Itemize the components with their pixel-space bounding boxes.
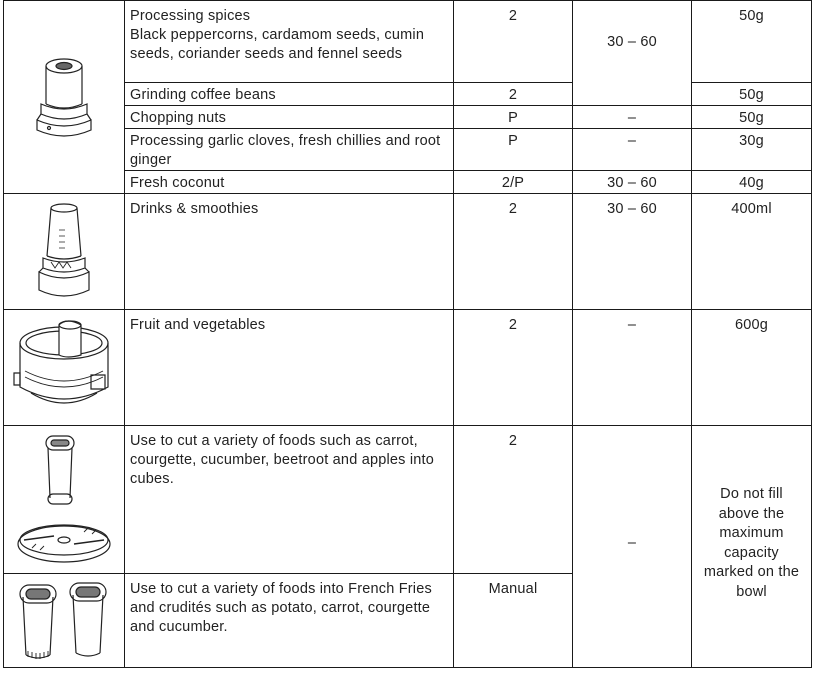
row-description-detail: Black peppercorns, cardamom seeds, cumin seeds, coriander seeds and fennel seeds xyxy=(130,27,425,62)
capacity-note: Do not fill above the maximum capacity marked on the bowl xyxy=(703,486,800,600)
table-row xyxy=(4,1,812,83)
row-quantity: 50g xyxy=(692,1,812,83)
row-speed: 2/P xyxy=(454,171,573,194)
row-speed: 2 xyxy=(454,310,573,426)
mill-attachment-icon xyxy=(29,52,99,142)
row-description: Use to cut a variety of foods into French Fries and crudités such as potato, carrot, courgette and cucumber. xyxy=(125,574,454,668)
row-description: Drinks & smoothies xyxy=(125,194,454,310)
row-speed: Manual xyxy=(454,574,573,668)
row-description xyxy=(125,1,454,83)
row-speed: 2 xyxy=(454,426,573,574)
table-row xyxy=(4,426,812,574)
row-time: – xyxy=(573,106,692,129)
row-speed: 2 xyxy=(454,1,573,83)
row-description: Chopping nuts xyxy=(125,106,454,129)
row-quantity: 50g xyxy=(692,106,812,129)
row-description: Fresh coconut xyxy=(125,171,454,194)
table-row xyxy=(4,310,812,426)
row-time: 30 – 60 xyxy=(573,171,692,194)
row-speed: 2 xyxy=(454,194,573,310)
row-quantity: 50g xyxy=(692,83,812,106)
blender-jar-icon xyxy=(29,200,99,304)
row-description: Use to cut a variety of foods such as carrot, courgette, cucumber, beetroot and apples into cubes. xyxy=(125,426,454,574)
dicing-kit-cell xyxy=(4,426,125,574)
row-description-title: Processing spices xyxy=(130,8,251,24)
row-speed: P xyxy=(454,129,573,171)
dicing-kit-icon xyxy=(14,432,114,568)
row-description: Fruit and vegetables xyxy=(125,310,454,426)
table-row xyxy=(4,171,812,194)
row-time: – xyxy=(573,310,692,426)
french-fry-pushers-cell xyxy=(4,574,125,668)
row-time: 30 – 60 xyxy=(573,194,692,310)
french-fry-pushers-icon xyxy=(14,579,114,663)
row-quantity: 30g xyxy=(692,129,812,171)
row-quantity: 400ml xyxy=(692,194,812,310)
row-time: – xyxy=(573,129,692,171)
attachment-usage-table xyxy=(3,0,812,668)
blender-jar-cell xyxy=(4,194,125,310)
row-description: Grinding coffee beans xyxy=(125,83,454,106)
juicer-bowl-cell xyxy=(4,310,125,426)
row-quantity: 40g xyxy=(692,171,812,194)
row-speed: 2 xyxy=(454,83,573,106)
table-row xyxy=(4,129,812,171)
row-quantity: 600g xyxy=(692,310,812,426)
row-speed: P xyxy=(454,106,573,129)
juicer-bowl-icon xyxy=(11,315,117,421)
dicing-time: – xyxy=(573,426,692,668)
mill-attachment-cell xyxy=(4,1,125,194)
row-description: Processing garlic cloves, fresh chillies and root ginger xyxy=(125,129,454,171)
table-row xyxy=(4,194,812,310)
dicing-capacity xyxy=(692,426,812,668)
table-row xyxy=(4,106,812,129)
row-time: 30 – 60 xyxy=(573,1,692,106)
